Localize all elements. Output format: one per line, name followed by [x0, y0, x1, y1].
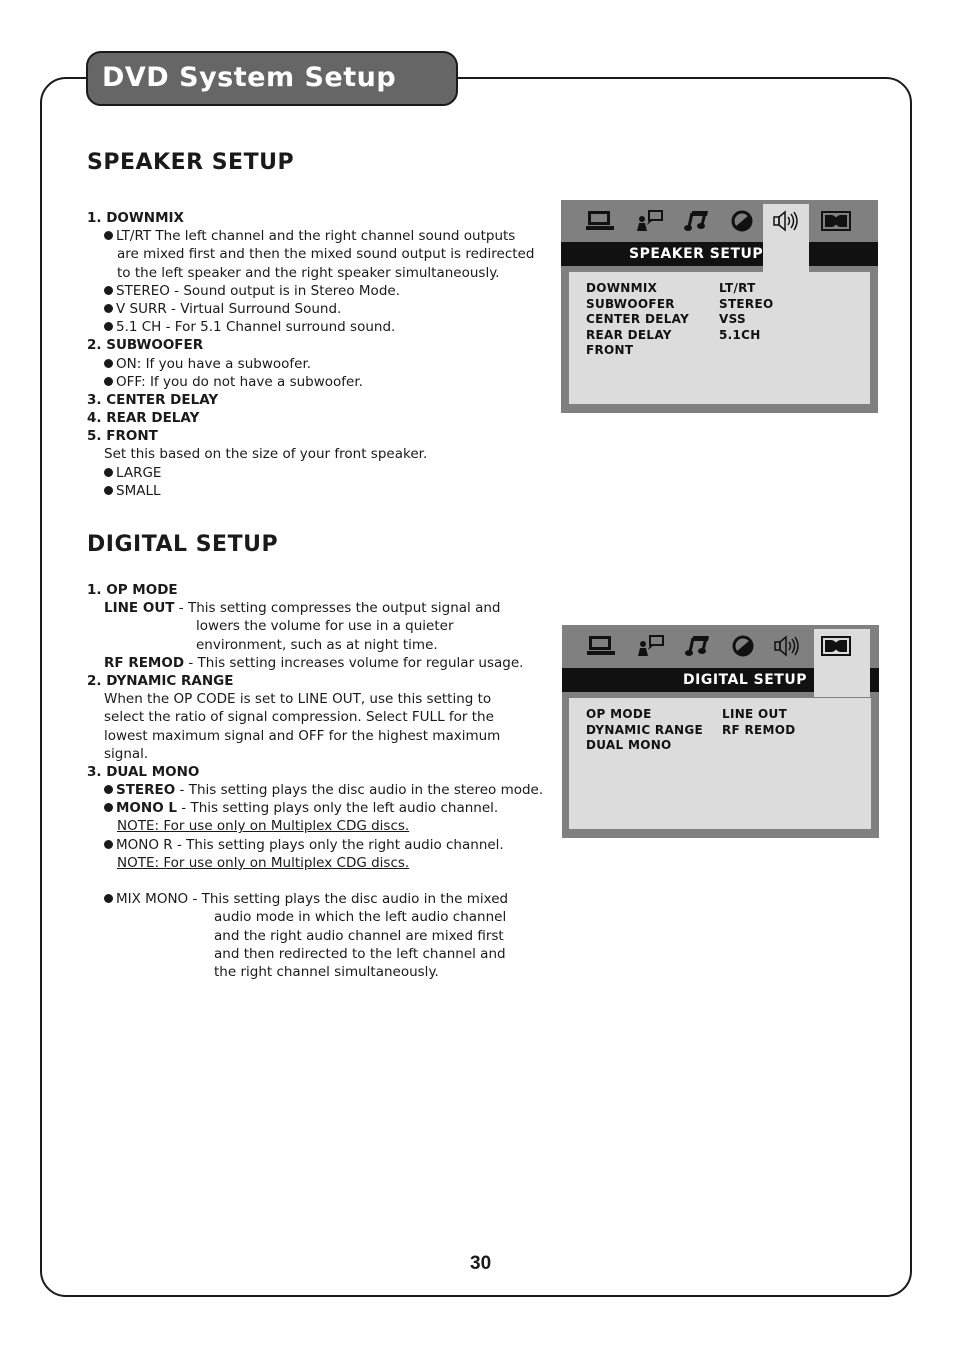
bullet-icon — [104, 359, 113, 368]
osd-option-value: 5.1CH — [719, 327, 761, 342]
list-item: STEREO - Sound output is in Stereo Mode. — [87, 282, 534, 300]
list-item: 1. OP MODE — [87, 582, 178, 598]
list-item: lowest maximum signal and OFF for the highest maximum — [104, 727, 501, 744]
list-item: OFF: If you do not have a subwoofer. — [87, 373, 534, 391]
osd-option-label: SUBWOOFER — [586, 296, 675, 311]
page-title: DVD System Setup Menu — [86, 51, 458, 106]
person-icon — [635, 209, 665, 233]
digital-setup-osd — [562, 625, 879, 838]
page-number: 30 — [470, 1253, 492, 1274]
list-item: 5. FRONT — [87, 428, 158, 445]
list-item: ON: If you have a subwoofer. — [87, 355, 534, 373]
osd-option-label: REAR DELAY — [586, 327, 672, 342]
person-icon — [636, 634, 666, 658]
osd-option-label: DYNAMIC RANGE — [586, 722, 704, 737]
bullet-icon — [104, 785, 113, 794]
bullet-icon — [104, 322, 113, 331]
list-item: 4. REAR DELAY — [87, 410, 200, 427]
osd-option-value: STEREO — [719, 296, 774, 311]
bullet-icon — [104, 840, 113, 849]
list-item: signal. — [104, 745, 149, 762]
list-item: MONO R - This setting plays only the right audio channel. — [87, 836, 543, 854]
bullet-icon — [104, 231, 113, 240]
list-item: and the right audio channel are mixed first — [214, 927, 504, 944]
list-item: Set this based on the size of your front speaker. — [104, 446, 428, 463]
bullet-icon — [104, 286, 113, 295]
list-item: MIX MONO - This setting plays the disc audio in the mixed — [87, 890, 543, 908]
list-item: 3. CENTER DELAY — [87, 391, 219, 408]
list-item: LARGE — [87, 464, 534, 482]
speaker-icon — [772, 634, 802, 658]
osd-option-label: OP MODE — [586, 707, 652, 721]
list-item: to the left speaker and the right speaker simultaneously. — [117, 264, 500, 281]
speaker-setup-body — [87, 209, 534, 500]
list-item: NOTE: For use only on Multiplex CDG discs. — [117, 818, 410, 835]
osd-option-label: DUAL MONO — [586, 738, 672, 752]
digital-setup-body — [87, 581, 543, 981]
osd-title: SPEAKER SETUP — [629, 246, 764, 262]
list-item: environment, such as at night time. — [196, 636, 438, 653]
list-item: 2. DYNAMIC RANGE — [87, 672, 234, 689]
digital-setup-heading: DIGITAL SETUP — [87, 532, 279, 557]
list-item: NOTE: For use only on Multiplex CDG discs. — [117, 854, 410, 871]
monitor-icon — [585, 209, 615, 233]
half-circle-icon — [727, 209, 757, 233]
list-item: audio mode in which the left audio channel — [214, 909, 507, 926]
speaker-icon — [771, 209, 801, 233]
osd-option-label: CENTER DELAY — [586, 312, 690, 326]
bullet-icon — [104, 468, 113, 477]
list-item: STEREO - This setting plays the disc audio in the stereo mode. — [87, 781, 543, 799]
dolby-icon — [821, 634, 851, 658]
osd-option-label: DOWNMIX — [586, 281, 658, 295]
music-note-icon — [683, 209, 713, 233]
speaker-setup-heading: SPEAKER SETUP — [87, 150, 295, 175]
list-item: When the OP CODE is set to LINE OUT, use this setting to — [104, 691, 492, 708]
music-note-icon — [684, 634, 714, 658]
list-item: RF REMOD - This setting increases volume for regular usage. — [104, 654, 524, 671]
list-item: V SURR - Virtual Surround Sound. — [87, 300, 534, 318]
osd-option-value: RF REMOD — [722, 722, 796, 737]
osd-option-value: LINE OUT — [722, 707, 788, 721]
list-item: are mixed first and then the mixed sound output is redirected — [117, 246, 535, 263]
dolby-icon — [821, 209, 851, 233]
monitor-icon — [586, 634, 616, 658]
bullet-icon — [104, 894, 113, 903]
list-item: and then redirected to the left channel and — [214, 945, 506, 962]
bullet-icon — [104, 803, 113, 812]
list-item: MONO L - This setting plays only the left audio channel. — [87, 799, 543, 817]
half-circle-icon — [728, 634, 758, 658]
list-item: 2. SUBWOOFER — [87, 337, 204, 354]
osd-title: DIGITAL SETUP — [683, 672, 807, 688]
list-item: 5.1 CH - For 5.1 Channel surround sound. — [87, 318, 534, 336]
list-item: lowers the volume for use in a quieter — [196, 618, 454, 635]
list-item: the right channel simultaneously. — [214, 963, 439, 980]
bullet-icon — [104, 377, 113, 386]
bullet-icon — [104, 486, 113, 495]
osd-option-value: VSS — [719, 312, 746, 326]
speaker-setup-osd — [561, 200, 878, 413]
list-item: 3. DUAL MONO — [87, 763, 200, 780]
list-item: 1. DOWNMIX — [87, 210, 184, 226]
osd-option-label: FRONT — [586, 343, 634, 357]
bullet-icon — [104, 304, 113, 313]
list-item: LINE OUT - This setting compresses the output signal and — [104, 600, 501, 617]
list-item: SMALL — [87, 482, 534, 500]
osd-option-value: LT/RT — [719, 281, 756, 295]
list-item: LT/RT The left channel and the right channel sound outputs — [87, 227, 534, 245]
list-item: select the ratio of signal compression. Select FULL for the — [104, 709, 494, 726]
